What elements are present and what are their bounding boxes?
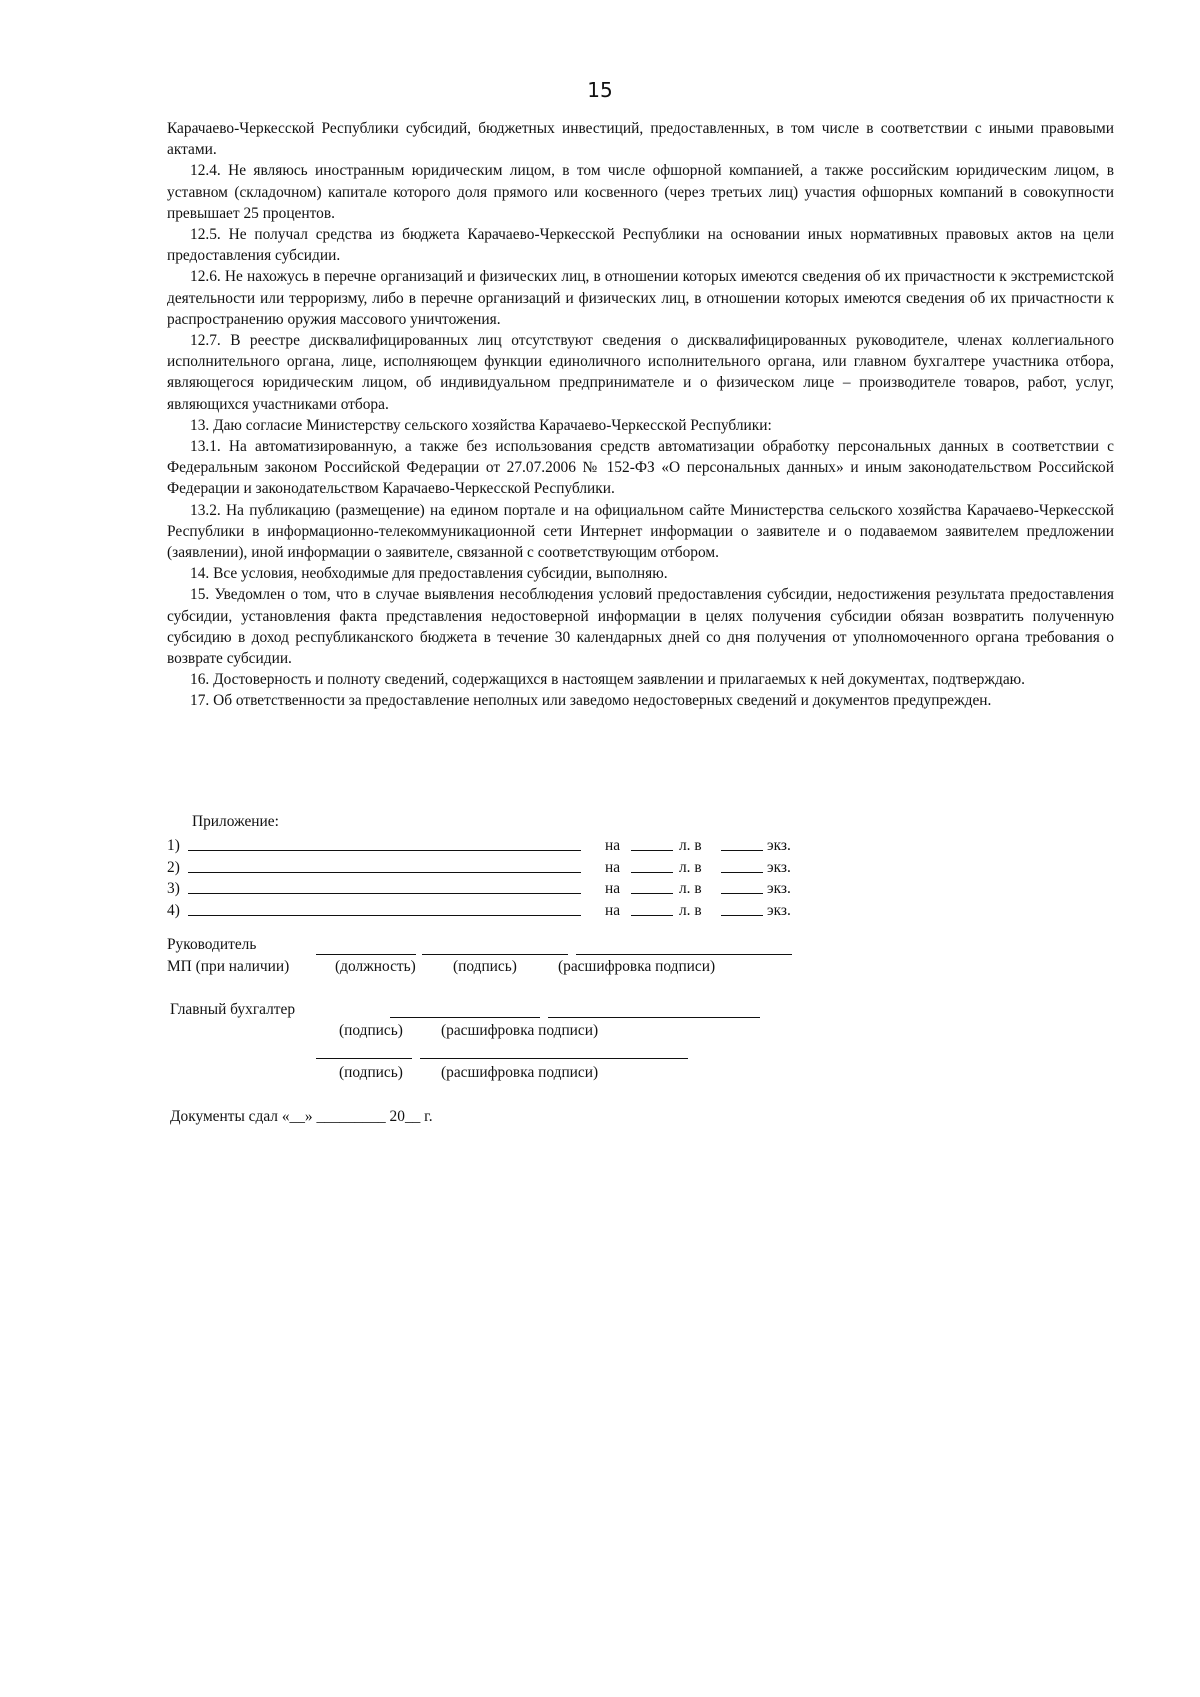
appendix-item-copies-blank	[721, 900, 763, 916]
paragraph: 12.5. Не получал средства из бюджета Карачаево-Черкесской Республики на основании иных нормативных правовых актов на цели предоставления субсидии.	[167, 226, 1114, 265]
paragraph: 12.6. Не нахожусь в перечне организаций и физических лиц, в отношении которых имеются сведения об их причастности к экстремистской деятельности или терроризму, либо в перечне организаций и физических лиц, в отношении которых имеются сведения об их причастности к распространению оружия массового уничтожения.	[167, 268, 1114, 328]
appendix-item-name-blank	[188, 835, 581, 851]
document-body	[167, 118, 1114, 712]
appendix-item-number: 4)	[167, 901, 180, 919]
appendix-item-na: на	[605, 858, 621, 876]
paragraph: 13.1. На автоматизированную, а также без использования средств автоматизации обработку персональных данных в соответствии с Федеральным законом Российской Федерации от 27.07.2006 № 152-ФЗ «О персональных данных» и иным законодательством Российской Федерации и законодательством Карачаево-Черкесской Республики.	[167, 438, 1114, 498]
appendix-item-name-blank	[188, 900, 581, 916]
chief-signature-line	[390, 1017, 540, 1018]
appendix-item-sheets-blank	[631, 857, 673, 873]
appendix-item-sheets-label: л. в	[679, 880, 702, 898]
appendix-item-sheets-label: л. в	[679, 858, 702, 876]
chief-decoding-line	[548, 1017, 760, 1018]
appendix-item-na: на	[605, 837, 621, 854]
extra-signature-line	[316, 1058, 412, 1059]
appendix-item-copies-label: экз.	[767, 858, 791, 876]
paragraph: 16. Достоверность и полноту сведений, содержащихся в настоящем заявлении и прилагаемых к ней документах, подтверждаю.	[190, 671, 1026, 689]
appendix-item-na: на	[605, 880, 621, 898]
paragraph: Карачаево-Черкесской Республики субсидий, бюджетных инвестиций, предоставленных, в том числе в соответствии с иными правовыми актами.	[167, 120, 1114, 159]
appendix-item-copies-label: экз.	[767, 880, 791, 898]
chief-accountant-label: Главный бухгалтер	[170, 1001, 296, 1018]
appendix-item-copies-blank	[721, 835, 763, 851]
appendix-item-number: 2)	[167, 858, 180, 876]
appendix-item-copies-label: экз.	[767, 837, 791, 854]
paragraph: 12.7. В реестре дисквалифицированных лиц отсутствуют сведения о дисквалифицированных руководителе, членах коллегиального исполнительного органа, лице, исполняющем функции единоличного исполнительного органа, или главном бухгалтере участника отбора, являющегося юридическим лицом, об индивидуальном предпринимателе и о физическом лице – производителе товаров, работ, услуг, являющихся участниками отбора.	[167, 332, 1114, 413]
appendix-item-sheets-blank	[631, 878, 673, 894]
appendix-item-number: 1)	[167, 837, 180, 854]
paragraph: 12.4. Не являюсь иностранным юридическим лицом, в том числе офшорной компанией, а также российским юридическим лицом, в уставном (складочном) капитале которого доля прямого или косвенного (через третьих лиц) участия офшорных компаний в совокупности превышает 25 процентов.	[167, 162, 1114, 222]
extra-decoding-line	[420, 1058, 688, 1059]
appendix-item-number: 3)	[167, 880, 180, 898]
paragraph: 13.2. На публикацию (размещение) на едином портале и на официальном сайте Министерства сельского хозяйства Карачаево-Черкесской Республики в информационно-телекоммуникационной сети Интернет информации о заявителе и о подаваемом заявителем предложении (заявлении), иной информации о заявителе, связанной с соответствующим отбором.	[167, 501, 1114, 562]
extra-decoding-caption: (расшифровка подписи)	[441, 1064, 599, 1081]
head-label: Руководитель	[167, 936, 257, 953]
chief-signature-caption: (подпись)	[339, 1022, 403, 1039]
position-line	[316, 954, 416, 955]
paragraph: 17. Об ответственности за предоставление неполных или заведомо недостоверных сведений и документов предупрежден.	[190, 692, 992, 710]
signature-caption: (подпись)	[453, 958, 517, 975]
chief-decoding-caption: (расшифровка подписи)	[441, 1022, 599, 1039]
extra-signature-caption: (подпись)	[339, 1064, 403, 1081]
mp-label: МП (при наличии)	[167, 958, 290, 975]
appendix-item-sheets-blank	[631, 900, 673, 916]
appendix-item-copies-blank	[721, 857, 763, 873]
documents-submitted: Документы сдал «__» _________ 20__ г.	[170, 1108, 433, 1125]
decoding-caption: (расшифровка подписи)	[558, 958, 716, 975]
page-number: 15	[587, 78, 613, 102]
decoding-line	[576, 954, 792, 955]
appendix-item-copies-blank	[721, 878, 763, 894]
paragraph: 15. Уведомлен о том, что в случае выявления несоблюдения условий предоставления субсидии, недостижения результата предоставления субсидии, установления факта представления недостоверной информации в целях получения субсидии обязан возвратить полученную субсидию в доход республиканского бюджета в течение 30 календарных дней со дня получения от уполномоченного органа требования о возврате субсидии.	[167, 586, 1114, 668]
appendix-item-na: на	[605, 901, 621, 919]
appendix-item-sheets-label: л. в	[679, 837, 702, 854]
paragraph: 13. Даю согласие Министерству сельского хозяйства Карачаево-Черкесской Республики:	[190, 416, 772, 434]
position-caption: (должность)	[335, 958, 416, 975]
appendix-item-copies-label: экз.	[767, 901, 791, 919]
appendix-item-name-blank	[188, 857, 581, 873]
appendix-title: Приложение:	[192, 813, 279, 830]
appendix-item-sheets-label: л. в	[679, 901, 702, 919]
appendix-item-name-blank	[188, 878, 581, 894]
signature-line	[422, 954, 568, 955]
appendix-item-sheets-blank	[631, 835, 673, 851]
paragraph: 14. Все условия, необходимые для предоставления субсидии, выполняю.	[190, 565, 668, 583]
